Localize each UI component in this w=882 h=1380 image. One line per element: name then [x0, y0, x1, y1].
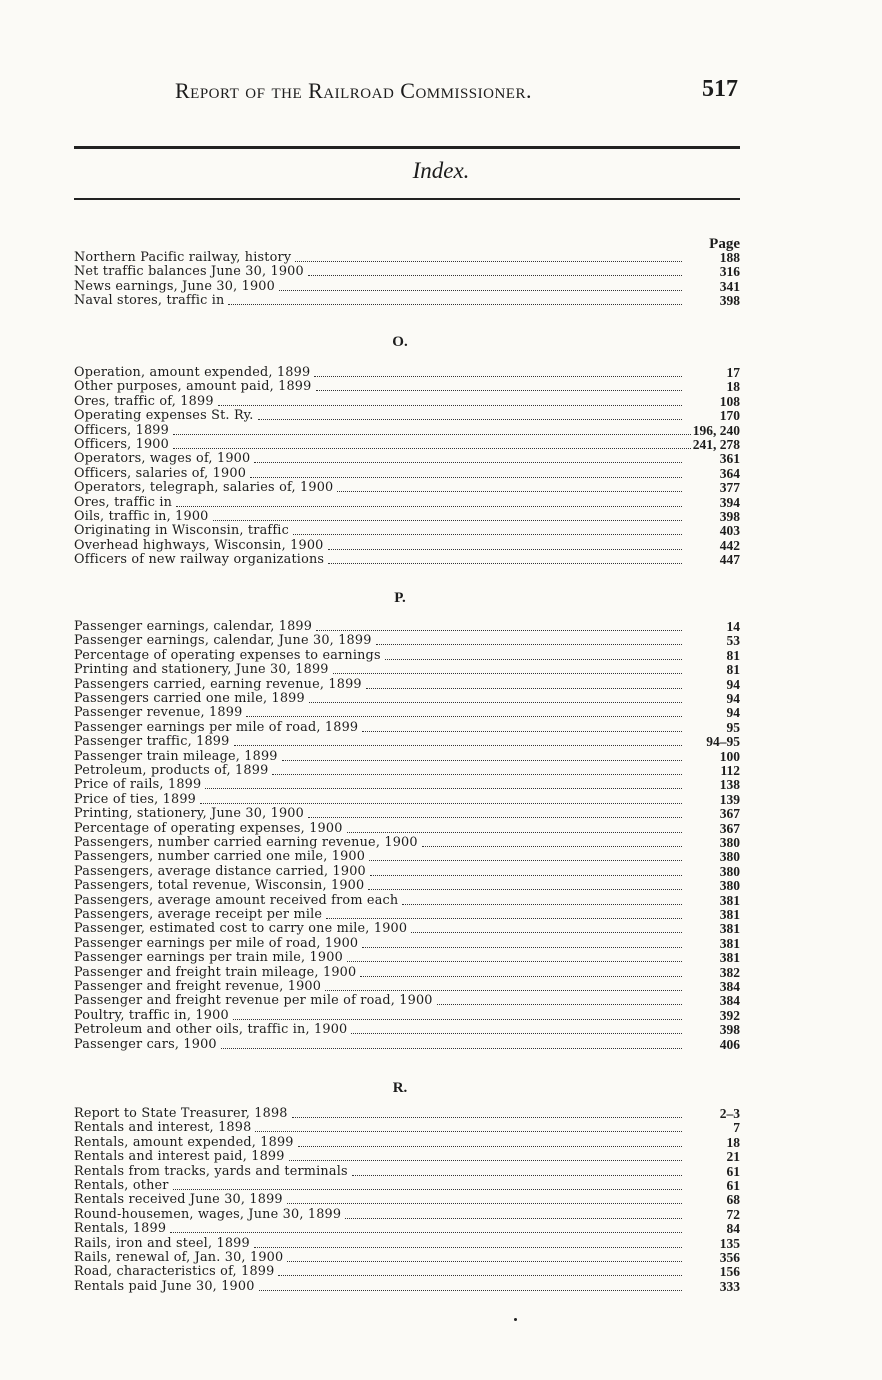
dot-leader: [250, 476, 682, 478]
entry-text: Passenger traffic, 1899: [74, 734, 230, 750]
entry-page: 398: [719, 509, 740, 524]
page-number: 517: [702, 76, 738, 102]
dot-leader: [292, 1116, 682, 1118]
index-entry: [74, 1250, 740, 1265]
entry-page: 2–3: [719, 1106, 740, 1121]
dot-leader: [316, 389, 683, 391]
entry-text: Passenger earnings per train mile, 1900: [74, 950, 343, 966]
entry-page: 442: [719, 537, 740, 553]
index-entry: [74, 1106, 740, 1121]
dot-leader: [233, 1018, 682, 1020]
dot-leader: [352, 1174, 682, 1176]
dot-leader: [287, 1202, 682, 1204]
dot-leader: [221, 1047, 682, 1049]
entry-text: Rentals, amount expended, 1899: [74, 1134, 294, 1150]
index-entry: [74, 279, 740, 294]
index-entry: [74, 1120, 740, 1135]
dot-leader: [314, 375, 682, 377]
dot-leader: [333, 672, 682, 674]
index-entry: [74, 365, 740, 380]
entry-text: Passengers, average receipt per mile: [74, 907, 323, 922]
section-letter: R.: [392, 1080, 408, 1096]
dot-leader: [287, 1260, 682, 1262]
index-entry: [74, 907, 740, 922]
entry-page: 392: [719, 1007, 740, 1023]
entry-page: 21: [726, 1149, 740, 1165]
entry-text: Ores, traffic in: [74, 494, 173, 510]
entry-page: 138: [719, 777, 740, 793]
index-entry: [74, 423, 740, 438]
dot-leader: [254, 461, 682, 463]
index-entry: [74, 523, 740, 538]
index-entry: [74, 648, 740, 663]
dot-leader: [246, 715, 682, 717]
index-entry: [74, 677, 740, 692]
entry-page: 447: [719, 552, 740, 568]
index-entry: [74, 878, 740, 893]
entry-text: Rentals paid June 30, 1900: [74, 1278, 255, 1294]
entry-page: 382: [719, 964, 740, 980]
dot-leader: [437, 1003, 682, 1005]
dot-leader: [308, 816, 682, 818]
entry-text: Originating in Wisconsin, traffic: [74, 523, 289, 539]
entry-text: Rails, renewal of, Jan. 30, 1900: [74, 1250, 284, 1265]
entry-text: Passengers, total revenue, Wisconsin, 1900: [74, 878, 365, 894]
entry-page: 94: [726, 691, 740, 706]
index-entry: [74, 619, 740, 634]
entry-page: 367: [719, 820, 740, 836]
index-entry: [74, 509, 740, 524]
entry-page: 7: [733, 1120, 740, 1136]
dot-leader: [218, 404, 682, 406]
index-entry: [74, 293, 740, 308]
dot-leader: [293, 533, 682, 535]
entry-page: 341: [719, 278, 740, 294]
entry-text: Poultry, traffic in, 1900: [74, 1007, 229, 1023]
entry-page: 367: [719, 806, 740, 822]
entry-page: 18: [726, 1134, 740, 1150]
index-entry: [74, 792, 740, 807]
entry-text: Printing, stationery, June 30, 1900: [74, 806, 304, 822]
entry-text: Percentage of operating expenses to earnings: [74, 647, 381, 663]
dot-leader: [316, 629, 682, 631]
entry-text: Price of rails, 1899: [74, 777, 202, 793]
entry-text: Northern Pacific railway, history: [74, 250, 292, 265]
index-entry: [74, 705, 740, 720]
index-entry: [74, 466, 740, 481]
entry-page: 188: [719, 250, 740, 265]
index-entry: [74, 1022, 740, 1037]
entry-text: Net traffic balances June 30, 1900: [74, 264, 304, 280]
dot-leader: [360, 975, 682, 977]
dot-leader: [228, 303, 682, 305]
dot-leader: [402, 903, 682, 905]
entry-page: 94: [726, 705, 740, 721]
dot-leader: [234, 744, 683, 746]
entry-page: 384: [719, 993, 740, 1009]
dot-leader: [345, 1217, 682, 1219]
entry-text: Passengers, average amount received from each: [74, 892, 399, 908]
entry-text: Passenger earnings per mile of road, 1899: [74, 719, 359, 735]
dot-leader: [308, 274, 682, 276]
entry-text: Officers of new railway organizations: [74, 552, 325, 568]
index-entry: [74, 437, 740, 452]
index-entry: [74, 936, 740, 951]
dot-leader: [326, 917, 682, 919]
entry-text: Passenger earnings, calendar, 1899: [74, 619, 313, 634]
dot-leader: [347, 831, 682, 833]
entry-text: Rails, iron and steel, 1899: [74, 1235, 250, 1251]
entry-text: Rentals, 1899: [74, 1221, 167, 1237]
entry-page: 135: [719, 1235, 740, 1251]
index-entry: [74, 720, 740, 735]
entry-page: 61: [726, 1178, 740, 1193]
entry-text: Passengers, number carried one mile, 1900: [74, 849, 366, 865]
entry-page: 72: [726, 1206, 740, 1222]
dot-leader: [362, 730, 682, 732]
index-entry: [74, 1236, 740, 1251]
index-entry: [74, 1279, 740, 1294]
dot-leader: [272, 773, 682, 775]
index-entry: [74, 264, 740, 279]
entry-page: 381: [719, 921, 740, 937]
entry-page: 94: [726, 676, 740, 692]
index-entry: [74, 451, 740, 466]
dot-leader: [298, 1145, 682, 1147]
index-entry: [74, 849, 740, 864]
entry-text: Report to State Treasurer, 1898: [74, 1106, 288, 1121]
section-letter: O.: [392, 334, 408, 350]
index-entry: [74, 1178, 740, 1193]
index-entry: [74, 1164, 740, 1179]
entry-text: Ores, traffic of, 1899: [74, 393, 214, 409]
entry-page: 381: [719, 935, 740, 951]
entry-page: 100: [719, 748, 740, 764]
dot-leader: [213, 519, 682, 521]
entry-text: News earnings, June 30, 1900: [74, 278, 275, 294]
dot-leader: [254, 1246, 682, 1248]
entry-page: 61: [726, 1163, 740, 1179]
dot-leader: [422, 845, 682, 847]
entry-page: 18: [726, 379, 740, 395]
entry-text: Rentals, other: [74, 1178, 169, 1193]
dot-leader: [289, 1159, 682, 1161]
index-entry: [74, 763, 740, 778]
dot-leader: [385, 658, 682, 660]
entry-text: Passenger and freight revenue, 1900: [74, 979, 322, 994]
entry-text: Printing and stationery, June 30, 1899: [74, 662, 329, 678]
entry-page: 84: [726, 1221, 740, 1237]
entry-text: Overhead highways, Wisconsin, 1900: [74, 537, 324, 553]
dot-leader: [376, 643, 682, 645]
index-entry: [74, 835, 740, 850]
running-title: Report of the Railroad Commissioner.: [175, 78, 532, 103]
entry-text: Passenger revenue, 1899: [74, 705, 243, 721]
entry-page: 381: [719, 907, 740, 922]
entry-page: 68: [726, 1192, 740, 1208]
entry-page: 196, 240: [692, 422, 740, 438]
entry-text: Round-housemen, wages, June 30, 1899: [74, 1206, 342, 1222]
index-entry: [74, 408, 740, 423]
entry-text: Operation, amount expended, 1899: [74, 365, 311, 380]
dot-leader: [325, 989, 682, 991]
index-entry: [74, 1264, 740, 1279]
index-entry: [74, 979, 740, 994]
dot-leader: [362, 946, 682, 948]
entry-text: Price of ties, 1899: [74, 791, 197, 807]
entry-page: 316: [719, 264, 740, 280]
entry-text: Operators, wages of, 1900: [74, 451, 251, 467]
page-column-label: Page: [709, 236, 740, 252]
index-entry: [74, 993, 740, 1008]
index-entry: [74, 965, 740, 980]
entry-page: 94–95: [706, 734, 740, 750]
index-entry: [74, 1135, 740, 1150]
dot-leader: [200, 802, 682, 804]
index-entry: [74, 1192, 740, 1207]
dot-leader: [170, 1231, 682, 1233]
dot-leader: [347, 960, 682, 962]
entry-page: 398: [719, 293, 740, 309]
dot-leader: [255, 1130, 682, 1132]
index-entry: [74, 633, 740, 648]
entry-text: Passengers, number carried earning revenue, 1900: [74, 835, 418, 850]
entry-text: Other purposes, amount paid, 1899: [74, 379, 312, 395]
entry-text: Passenger train mileage, 1899: [74, 748, 278, 764]
bottom-rule: [74, 198, 740, 200]
entry-page: 333: [719, 1278, 740, 1294]
dot-leader: [411, 931, 682, 933]
entry-page: 398: [719, 1022, 740, 1038]
index-entry: [74, 821, 740, 836]
entry-text: Passengers, average distance carried, 1900: [74, 863, 366, 879]
index-entry: [74, 1221, 740, 1236]
dot-leader: [173, 433, 691, 435]
entry-page: 384: [719, 979, 740, 994]
dot-leader: [351, 1032, 682, 1034]
entry-text: Passenger and freight train mileage, 1900: [74, 964, 357, 980]
entry-page: 381: [719, 950, 740, 966]
index-entry: [74, 538, 740, 553]
entry-text: Passengers carried, earning revenue, 1899: [74, 676, 362, 692]
dot-leader: [282, 759, 682, 761]
index-entry: [74, 1037, 740, 1052]
section-letter: P.: [394, 590, 406, 606]
entry-text: Passenger, estimated cost to carry one mile, 1900: [74, 921, 408, 937]
top-rule: [74, 146, 740, 149]
entry-page: 380: [719, 878, 740, 894]
entry-text: Passenger earnings, calendar, June 30, 1899: [74, 633, 372, 649]
index-entry: [74, 749, 740, 764]
entry-text: Operating expenses St. Ry.: [74, 408, 254, 424]
entry-text: Petroleum, products of, 1899: [74, 763, 269, 778]
entry-text: Passenger earnings per mile of road, 1900: [74, 935, 359, 951]
index-entry: [74, 662, 740, 677]
running-header: [0, 78, 882, 110]
index-entry: [74, 552, 740, 567]
index-entry: [74, 734, 740, 749]
index-entry: [74, 1149, 740, 1164]
entry-text: Rentals and interest, 1898: [74, 1120, 252, 1136]
entry-page: 112: [720, 763, 740, 778]
index-entry: [74, 921, 740, 936]
entry-page: 377: [719, 480, 740, 496]
dot-leader: [295, 260, 682, 262]
dot-leader: [369, 859, 682, 861]
index-title: Index.: [412, 158, 470, 183]
entry-page: 156: [719, 1264, 740, 1280]
entry-page: 403: [719, 523, 740, 539]
entry-page: 364: [719, 465, 740, 481]
ink-speck: [514, 1318, 517, 1321]
entry-text: Passenger and freight revenue per mile of road, 1900: [74, 993, 433, 1009]
entry-page: 139: [719, 791, 740, 807]
entry-page: 14: [726, 619, 740, 634]
dot-leader: [176, 505, 682, 507]
dot-leader: [173, 1188, 682, 1190]
index-entry: [74, 893, 740, 908]
index-entry: [74, 1008, 740, 1023]
entry-text: Petroleum and other oils, traffic in, 1900: [74, 1022, 348, 1038]
dot-leader: [368, 888, 682, 890]
entry-page: 361: [719, 451, 740, 467]
index-entry: [74, 379, 740, 394]
dot-leader: [328, 548, 682, 550]
dot-leader: [279, 289, 682, 291]
entry-text: Rentals and interest paid, 1899: [74, 1149, 285, 1165]
entry-text: Rentals from tracks, yards and terminals: [74, 1163, 348, 1179]
entry-page: 81: [726, 662, 740, 678]
dot-leader: [258, 418, 682, 420]
dot-leader: [328, 562, 682, 564]
dot-leader: [205, 787, 682, 789]
index-entry: [74, 777, 740, 792]
index-entry: [74, 691, 740, 706]
entry-text: Passengers carried one mile, 1899: [74, 691, 305, 706]
dot-leader: [309, 701, 682, 703]
dot-leader: [337, 490, 682, 492]
index-entry: [74, 950, 740, 965]
entry-page: 81: [726, 647, 740, 663]
entry-page: 241, 278: [692, 437, 740, 452]
entry-text: Officers, 1900: [74, 437, 169, 452]
dot-leader: [370, 874, 682, 876]
entry-page: 380: [719, 849, 740, 865]
entry-page: 108: [719, 393, 740, 409]
entry-text: Operators, telegraph, salaries of, 1900: [74, 480, 334, 496]
entry-text: Percentage of operating expenses, 1900: [74, 820, 343, 836]
entry-page: 406: [719, 1036, 740, 1052]
dot-leader: [173, 447, 691, 449]
entry-page: 380: [719, 835, 740, 850]
entry-page: 17: [726, 365, 740, 380]
index-entry: [74, 394, 740, 409]
entry-text: Oils, traffic in, 1900: [74, 509, 209, 524]
entry-page: 394: [719, 494, 740, 510]
entry-page: 381: [719, 892, 740, 908]
index-entry: [74, 250, 740, 265]
entry-text: Naval stores, traffic in: [74, 293, 225, 309]
entry-text: Officers, 1899: [74, 422, 169, 438]
entry-text: Rentals received June 30, 1899: [74, 1192, 283, 1208]
entry-text: Officers, salaries of, 1900: [74, 465, 247, 481]
dot-leader: [278, 1274, 682, 1276]
dot-leader: [259, 1289, 682, 1291]
index-entry: [74, 806, 740, 821]
entry-page: 356: [719, 1250, 740, 1265]
entry-page: 380: [719, 863, 740, 879]
entry-page: 53: [726, 633, 740, 649]
entry-text: Passenger cars, 1900: [74, 1036, 217, 1052]
dot-leader: [366, 687, 682, 689]
index-entry: [74, 480, 740, 495]
entry-page: 170: [719, 408, 740, 424]
entry-text: Road, characteristics of, 1899: [74, 1264, 275, 1280]
entry-page: 95: [726, 719, 740, 735]
index-entry: [74, 495, 740, 510]
index-entry: [74, 864, 740, 879]
index-entry: [74, 1207, 740, 1222]
